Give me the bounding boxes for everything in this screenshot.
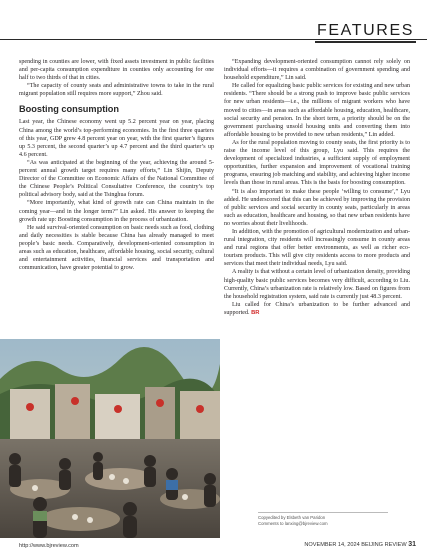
paragraph: A reality is that without a certain level of urbanization density, providing high-quality basic public services becomes very difficult, according to Liu. Currently, China’s urbanization rate is relatively low. Based on figures from the household registration system, said rate is currently just 48.3 percent. — [224, 269, 410, 300]
left-column — [19, 58, 214, 272]
paragraph: “Expanding development-oriented consumption cannot rely solely on individual efforts—it requires a combination of government spending and household expenditure,” Lin said. — [224, 59, 410, 82]
footer-url[interactable]: http://www.bjreview.com — [19, 543, 79, 549]
section-header: FEATURES — [315, 21, 416, 43]
paragraph: In addition, with the promotion of agricultural modernization and urban-rural integration, city residents will increasingly consume in county areas and rural regions that offer better environments, as well as richer eco-tourism products. This will give city residents access to more products and services that meet their individual needs, Lyu said. — [224, 228, 410, 268]
paragraph: He called for equalizing basic public services for existing and new urban residents. “There should be a strong push to improve basic public services for new urban residents—i.e., the millions of migrant workers who have moved to cities—in areas such as affordable housing, education, healthcare, social security and pension. In the short term, a priority should be on the government purchasing unsold housing units and converting them into affordable housing to be provided to new urban residents,” Lin added. — [224, 83, 410, 138]
photo-illustration — [0, 339, 220, 538]
street-dining-photo — [0, 339, 220, 538]
paragraph: He said survival-oriented consumption on basic needs such as food, clothing and daily necessities is stable because China has already managed to meet people’s basic needs. Comparatively, development-oriented consumption in areas such as education, healthcare, affordable housing, social security, cultural and entertainment activities, financial services and transportation and communication, have greater potential to grow. — [19, 224, 214, 272]
copyedit-line: Copyedited by Elsbeth van Paridon — [258, 515, 326, 520]
paragraph — [224, 301, 410, 317]
editor-credit — [258, 515, 418, 527]
issue-line: NOVEMBER 14, 2024 BEIJING REVIEW — [304, 542, 407, 548]
paragraph: “The capacity of county seats and administrative towns to take in the rural migrant population still requires more support,” Zhou said. — [19, 83, 214, 98]
paragraph-text: Liu called for China’s urbanization to be further advanced and supported. — [224, 301, 410, 316]
paragraph: Last year, the Chinese economy went up 5.2 percent year on year, placing China among the world’s top-performing economies. In the first three quarters of this year, GDP grew 4.8 percent year on year, with the first quarter’s figures up 5.3 percent, the second quarter’s up 4.7 percent and the third quarter’s up 4.6 percent. — [19, 119, 214, 158]
paragraph: spending in counties are lower, with fixed assets investment in public facilities and per-capita consumption expenditure in counties only accounting for one half to two thirds of that in cities. — [19, 59, 214, 82]
comments-line[interactable]: Comments to lanxing@bjreview.com — [258, 521, 328, 526]
paragraph: “As was anticipated at the beginning of the year, achieving the around 5-percent annual growth target requires many efforts,” Lin Shijin, Deputy Director of the Committee on Economic Affairs of the National Committee of the Chinese People’s Political Consultative Conference, the country’s top political advisory body, said at the Tsinghua forum. — [19, 159, 214, 199]
paragraph: “It is also important to make these people ‘willing to consume’,” Lyu added. He underscored that this can be achieved by improving the provision of public services and social security in county seats, particularly in areas such as education, healthcare and housing, so that new urban residents have no worries about their livelihoods. — [224, 188, 410, 227]
header-rule — [0, 39, 427, 40]
footer-issue — [304, 541, 416, 548]
page-number: 31 — [408, 541, 416, 548]
credit-rule — [258, 512, 388, 513]
end-mark: BR — [251, 309, 260, 316]
section-subheading: Boosting consumption — [19, 104, 120, 115]
paragraph: “More importantly, what kind of growth rate can China maintain in the coming year—and in the longer term?” Lin asked. His answer to keeping the growth rate up: Boosting consumption in the process of urbanization. — [19, 200, 214, 223]
right-column — [224, 58, 410, 317]
paragraph: As for the rural population moving to county seats, the first priority is to raise the income level of this group, Lyu said. This requires the development of specialized industries, a sufficient supply of employment opportunities, further expansion and improvement of vocational training programs, ensuring job matching and stability, and achieving higher income levels than those in rural areas. This is the basis for boosting consumption. — [224, 139, 410, 187]
